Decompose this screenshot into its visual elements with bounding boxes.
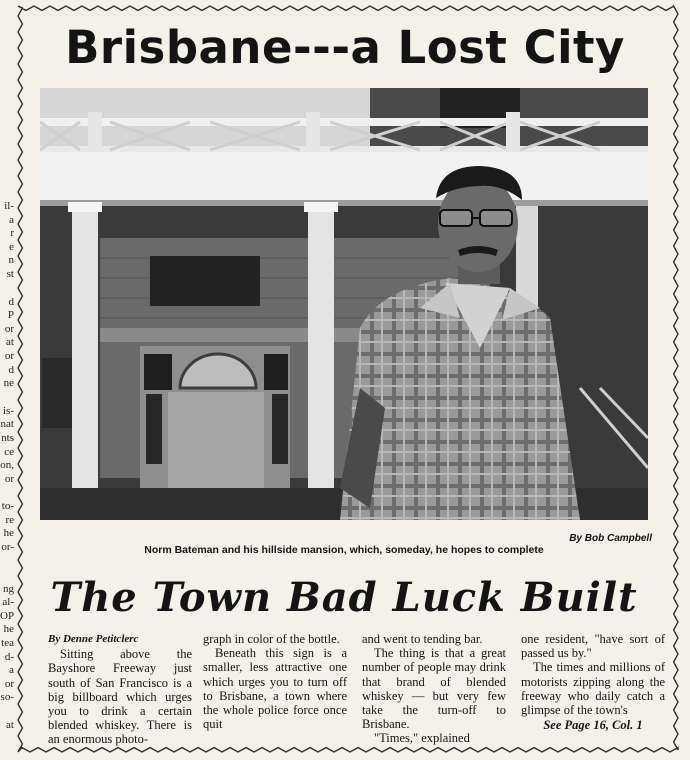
article-paragraph: one resident, "have sort of passed us by."	[521, 632, 665, 661]
fragment-text: or	[4, 472, 14, 485]
continuation-note: See Page 16, Col. 1	[543, 718, 643, 733]
fragment-text	[0, 705, 14, 719]
fragment-text: on,	[0, 459, 14, 472]
fragment-text: re	[5, 513, 14, 526]
article-paragraph: and went to tending bar.	[362, 632, 483, 646]
fragment-text: ce	[4, 445, 14, 458]
fragment-text: d	[8, 363, 14, 376]
fragment-text: nts	[1, 431, 14, 444]
fragment-text: d	[8, 295, 14, 308]
fragment-text: or-	[1, 541, 14, 554]
article-column-2	[203, 632, 347, 731]
fragment-text: a	[9, 213, 14, 226]
fragment-text	[0, 486, 14, 500]
fragment-text: at	[6, 336, 14, 349]
article-paragraph: "Times," explained	[374, 731, 470, 746]
fragment-text	[0, 569, 14, 583]
fragment-text: he	[3, 527, 14, 540]
article-column-1	[48, 632, 192, 747]
fragment-text	[0, 391, 14, 405]
headline: Brisbane---a Lost City	[65, 21, 625, 74]
fragment-text: nat	[0, 418, 14, 431]
adjacent-column-fragment	[0, 200, 14, 760]
fragment-text: r	[10, 227, 14, 240]
fragment-text: il-	[4, 200, 14, 212]
fragment-text: e	[9, 240, 14, 253]
mansion-photo-illustration	[40, 88, 648, 520]
article-column-4	[521, 632, 665, 732]
fragment-text: at	[6, 719, 14, 731]
fragment-text: P	[7, 309, 14, 322]
subheadline: The Town Bad Luck Built	[50, 574, 638, 621]
article-paragraph: Sitting above the Bayshore Freeway just south of San Francisco is a big billboard which urges you to drink a certain blended whiskey. There is an enormous photo-	[48, 647, 192, 747]
fragment-text: or	[4, 322, 14, 335]
fragment-text: to-	[1, 500, 14, 513]
fragment-text: a	[9, 664, 14, 677]
fragment-text: OP	[0, 609, 14, 622]
article-paragraph: graph in color of the bottle.	[203, 632, 340, 646]
article-column-3	[362, 632, 506, 746]
article-paragraph: The thing is that a great number of people may drink that brand of blended whiskey — but very few take the turn-off to Brisbane.	[362, 646, 506, 732]
fragment-text: n	[8, 254, 14, 267]
fragment-text: d-	[4, 650, 14, 663]
fragment-text	[0, 555, 14, 569]
fragment-text: he	[3, 623, 14, 636]
article-paragraph: Beneath this sign is a smaller, less attractive one which urges you to turn off to Brisbane, a town where the whole police force once quit	[203, 646, 347, 732]
fragment-text: or	[4, 349, 14, 362]
fragment-text: st	[6, 267, 14, 280]
fragment-text: tea	[1, 637, 14, 650]
fragment-text: is-	[3, 404, 14, 417]
fragment-text: or	[4, 677, 14, 690]
author-byline: By Denne Petitclerc	[48, 633, 139, 645]
fragment-text: ng	[3, 582, 14, 595]
article-paragraph: The times and millions of motorists zipping along the freeway who daily catch a glimpse of the town's	[521, 660, 665, 718]
photo	[40, 88, 648, 520]
fragment-text: ne	[3, 377, 14, 390]
fragment-text: al-	[2, 596, 14, 609]
photo-credit: By Bob Campbell	[569, 533, 652, 544]
photo-caption: Norm Bateman and his hillside mansion, which, someday, he hopes to complete	[144, 544, 544, 556]
fragment-text: so-	[0, 691, 14, 704]
fragment-text	[0, 282, 14, 296]
